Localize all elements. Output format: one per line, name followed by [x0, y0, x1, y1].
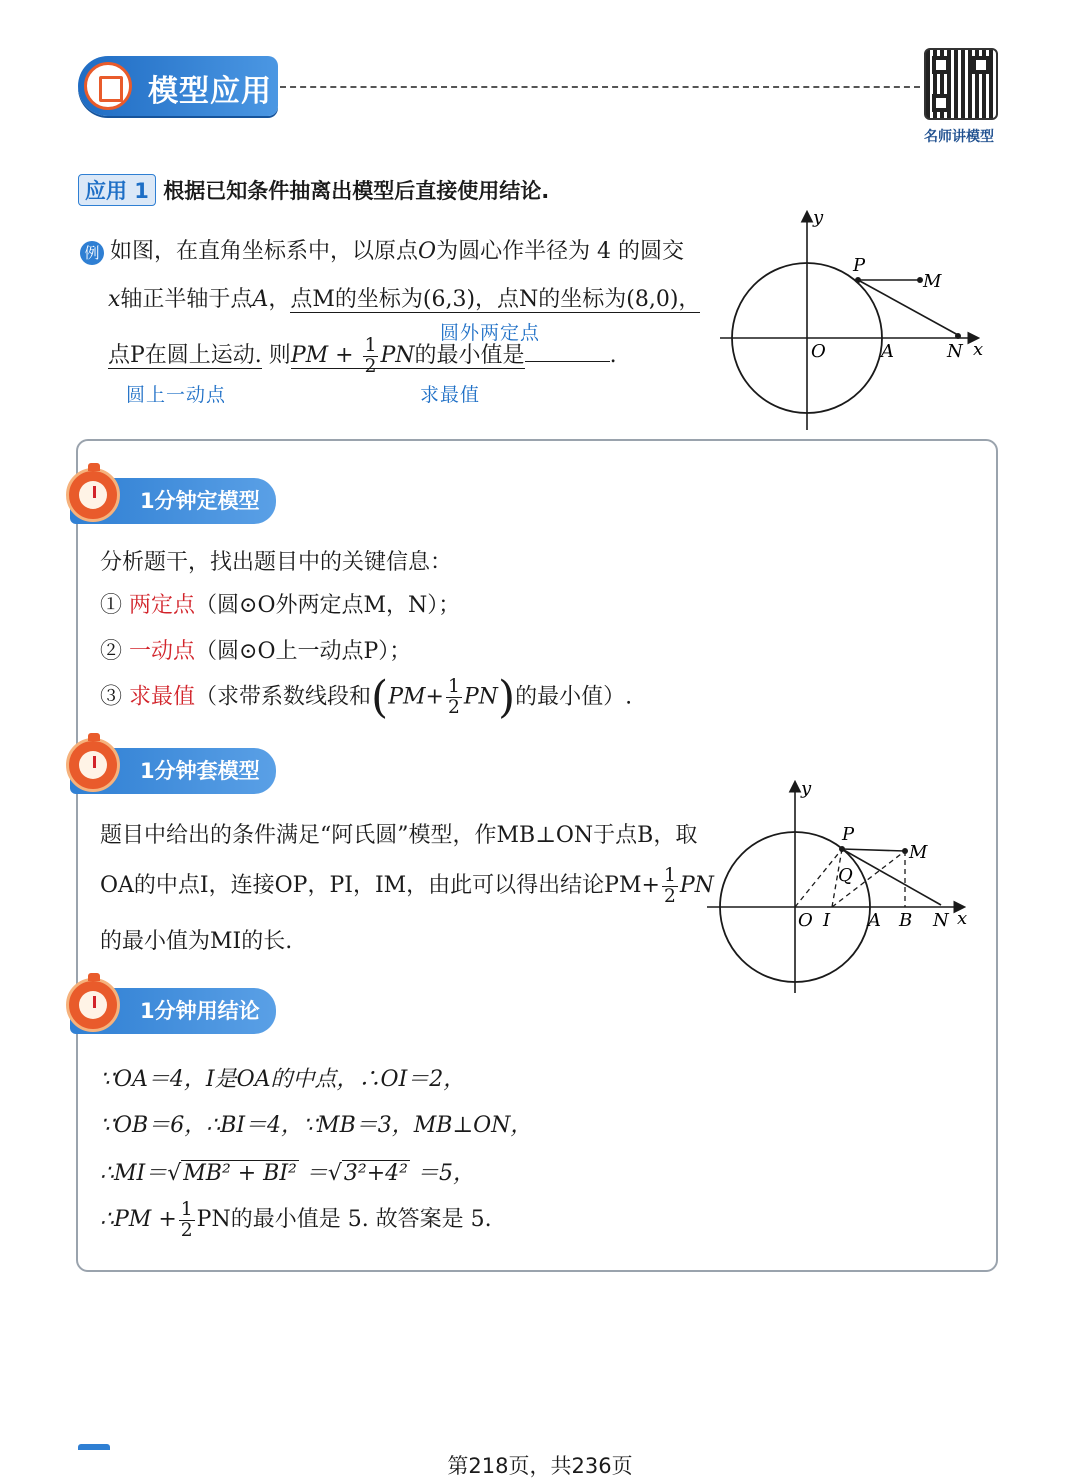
segment-op	[795, 849, 842, 907]
application-text: 根据已知条件抽离出模型后直接使用结论.	[163, 179, 550, 203]
step2-line-3: 的最小值为MI的长.	[100, 929, 293, 954]
segment-pn	[858, 280, 958, 335]
example-line-1: 例 如图，在直角坐标系中，以原点O为圆心作半径为 4 的圆交	[80, 234, 684, 265]
point-p	[855, 277, 861, 283]
label-x: x	[973, 339, 984, 360]
step1-title: 1分钟定模型	[140, 489, 260, 513]
label-y: y	[801, 778, 812, 799]
label-o: O	[811, 341, 826, 362]
note-moving-point: 圆上一动点	[126, 384, 227, 406]
example-line-2: x轴正半轴于点A，点M的坐标为(6,3)，点N的坐标为(8,0)，	[108, 287, 701, 312]
label-x: x	[957, 908, 968, 929]
stopwatch-icon	[66, 978, 120, 1032]
figure-1	[715, 205, 1005, 435]
label-q: Q	[838, 865, 853, 886]
label-i: I	[823, 910, 831, 931]
step3-line-3: ∴MI＝√MB² + BI² ＝√3²+4² ＝5，	[100, 1161, 475, 1186]
note-fixed-points: 圆外两定点	[440, 322, 541, 344]
label-o: O	[798, 910, 813, 931]
step3-line-4: ∴PM + $\frac{1}{2}$ PN的最小值是 5. 故答案是 5.	[100, 1199, 492, 1241]
fraction-half: $\frac{1}{2}$	[364, 335, 377, 377]
answer-blank[interactable]	[525, 361, 610, 362]
step1-item-1: ① 两定点（圆⊙O外两定点M，N）；	[100, 593, 461, 618]
label-n: N	[933, 910, 949, 931]
step1-item-3: ③ 求最值（求带系数线段和(PM+ $\frac{1}{2}$ PN)的最小值）.	[100, 672, 633, 723]
step2-title: 1分钟套模型	[140, 759, 260, 783]
moving-point-text: 点P在圆上运动.	[108, 343, 262, 369]
point-p	[839, 846, 845, 852]
example-line-3: 点P在圆上运动. 则PM + $\frac{1}{2}$ PN的最小值是 .	[108, 335, 617, 377]
point-m	[902, 848, 908, 854]
header-dashed-line	[280, 86, 920, 88]
step3-title: 1分钟用结论	[140, 999, 260, 1023]
qr-code[interactable]	[924, 48, 998, 120]
application-tag: 应用 1	[78, 174, 156, 206]
section-header	[78, 56, 278, 116]
step3-line-1: ∵OA＝4，I是OA的中点，∴OI＝2，	[100, 1067, 466, 1092]
label-n: N	[947, 341, 963, 362]
label-p: P	[842, 824, 855, 845]
label-a: A	[881, 341, 894, 362]
example-badge: 例	[80, 241, 104, 265]
step3-line-2: ∵OB＝6，∴BI＝4，∵MB＝3，MB⊥ON，	[100, 1113, 533, 1138]
label-m: M	[909, 842, 928, 863]
book-icon	[84, 62, 132, 110]
step1-banner	[70, 478, 276, 524]
label-a: A	[868, 910, 881, 931]
figure-2	[705, 778, 980, 998]
label-m: M	[923, 271, 942, 292]
label-y: y	[813, 207, 824, 228]
step3-banner	[70, 988, 276, 1034]
step2-line-2: OA的中点I，连接OP，PI，IM，由此可以得出结论PM+ $\frac{1}{2}$ PN	[100, 865, 714, 907]
stopwatch-icon	[66, 738, 120, 792]
application-heading	[78, 174, 549, 206]
point-n	[955, 333, 961, 339]
step2-line-1: 题目中给出的条件满足“阿氏圆”模型，作MB⊥ON于点B，取	[100, 823, 698, 848]
stopwatch-icon	[66, 468, 120, 522]
label-b: B	[899, 910, 913, 931]
step1-intro: 分析题干，找出题目中的关键信息：	[100, 550, 453, 575]
step2-banner	[70, 748, 276, 794]
segment-pm	[842, 849, 905, 851]
qr-caption: 名师讲模型	[924, 129, 994, 145]
page-title: 模型应用	[148, 74, 272, 109]
label-p: P	[853, 255, 866, 276]
step1-item-2: ② 一动点（圆⊙O上一动点P）；	[100, 639, 412, 664]
note-goal: 求最值	[420, 384, 481, 406]
page-footer: 第218页，共236页	[447, 1454, 633, 1478]
fixed-points-text: 点M的坐标为(6,3)，点N的坐标为(8,0)，	[290, 287, 701, 312]
